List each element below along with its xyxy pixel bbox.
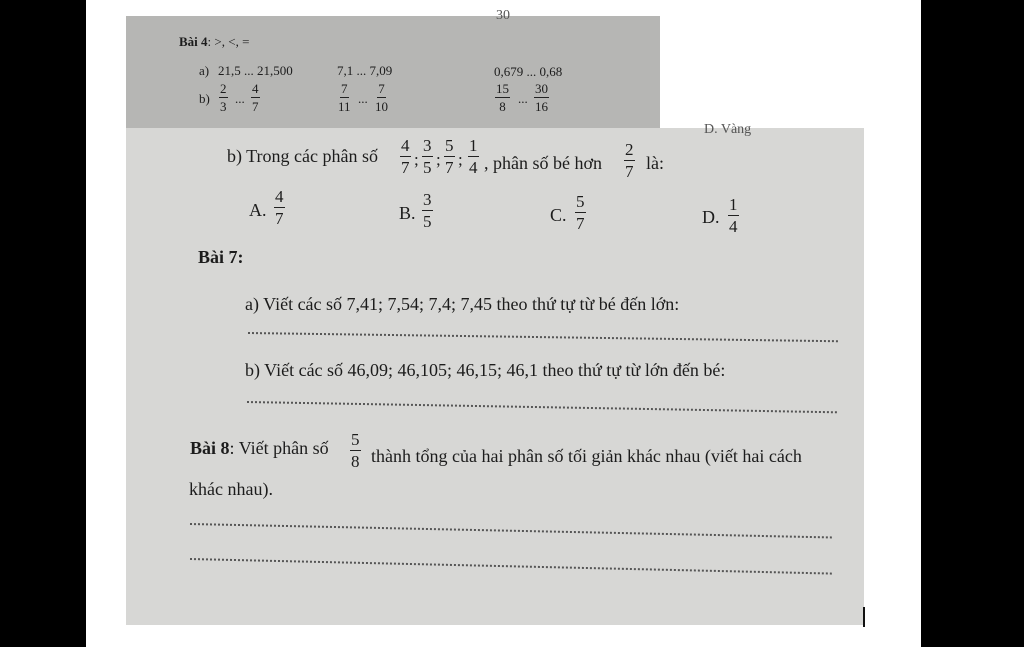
bai6b-fraction: $\frac{5}{7}$ <box>445 136 454 177</box>
bai6b-fraction: $\frac{1}{4}$ <box>469 136 478 177</box>
bai4-fraction: $\frac{30}{16}$ <box>535 81 548 114</box>
bai6b-fraction: $\frac{4}{7}$ <box>401 136 410 177</box>
bai8-fraction: $\frac{5}{8}$ <box>351 430 360 471</box>
bai4-title-bold: Bài 4 <box>179 34 208 49</box>
option-c-fraction: $\frac{5}{7}$ <box>576 192 585 233</box>
bai7-b-text: b) Viết các số 46,09; 46,105; 46,15; 46,1 theo thứ tự từ lớn đến bé: <box>245 360 726 380</box>
bai4-fraction: $\frac{2}{3}$ <box>220 81 227 114</box>
option-d-label: D. <box>702 207 720 227</box>
bai8-title-bold: Bài 8 <box>190 438 230 458</box>
bai6b-target-fraction: $\frac{2}{7}$ <box>625 140 634 181</box>
bai8-text-b: thành tổng của hai phân số tối giản khác nhau (viết hai cách <box>371 446 802 466</box>
cropped-text-top: 30 <box>496 8 510 23</box>
bai8-text-a: : Viết phân số <box>229 438 329 458</box>
bai4-b-label: b) <box>199 91 210 106</box>
edge-mark <box>863 607 865 627</box>
bai4-a-label: a) <box>199 63 210 78</box>
bai4-title-rest: : >, <, = <box>207 34 250 49</box>
option-a-fraction: $\frac{4}{7}$ <box>275 187 284 228</box>
bai6b-separator: ; <box>414 150 419 169</box>
bai4-fraction: $\frac{15}{8}$ <box>496 81 509 114</box>
bai4-dots: ... <box>358 91 368 106</box>
bai6b-suffix: là: <box>646 153 664 173</box>
bai7-title: Bài 7: <box>198 247 244 267</box>
bai4-fraction: $\frac{7}{11}$ <box>338 81 351 114</box>
bai8-line2: khác nhau). <box>189 479 273 499</box>
bai6b-middle: , phân số bé hơn <box>484 153 603 173</box>
option-a-label: A. <box>249 200 267 220</box>
bai7-a-text: a) Viết các số 7,41; 7,54; 7,4; 7,45 theo thứ tự từ bé đến lớn: <box>245 294 680 314</box>
bai4-dots: ... <box>235 91 245 106</box>
bai8-line1-start <box>190 439 329 457</box>
option-c-label: C. <box>550 205 567 225</box>
bai6b-separator: ; <box>436 150 441 169</box>
cropped-text-main: D. Vàng <box>704 122 752 137</box>
option-b-fraction: $\frac{3}{5}$ <box>423 190 432 231</box>
bai4-a-item1: 21,5 ... 21,500 <box>218 63 293 78</box>
bai4-fraction: $\frac{4}{7}$ <box>252 81 259 114</box>
bai6b-prefix: b) Trong các phân số <box>227 146 378 166</box>
bai6b-separator: ; <box>458 150 463 169</box>
option-b-label: B. <box>399 203 416 223</box>
bai4-dots: ... <box>518 91 528 106</box>
bai6b-fraction: $\frac{3}{5}$ <box>423 136 432 177</box>
bai4-a-item2: 7,1 ... 7,09 <box>337 63 393 78</box>
bai4-a-item3: 0,679 ... 0,68 <box>494 64 563 79</box>
bai4-fraction: $\frac{7}{10}$ <box>375 81 388 114</box>
bai4-title <box>179 35 249 48</box>
option-d-fraction: $\frac{1}{4}$ <box>729 195 738 236</box>
